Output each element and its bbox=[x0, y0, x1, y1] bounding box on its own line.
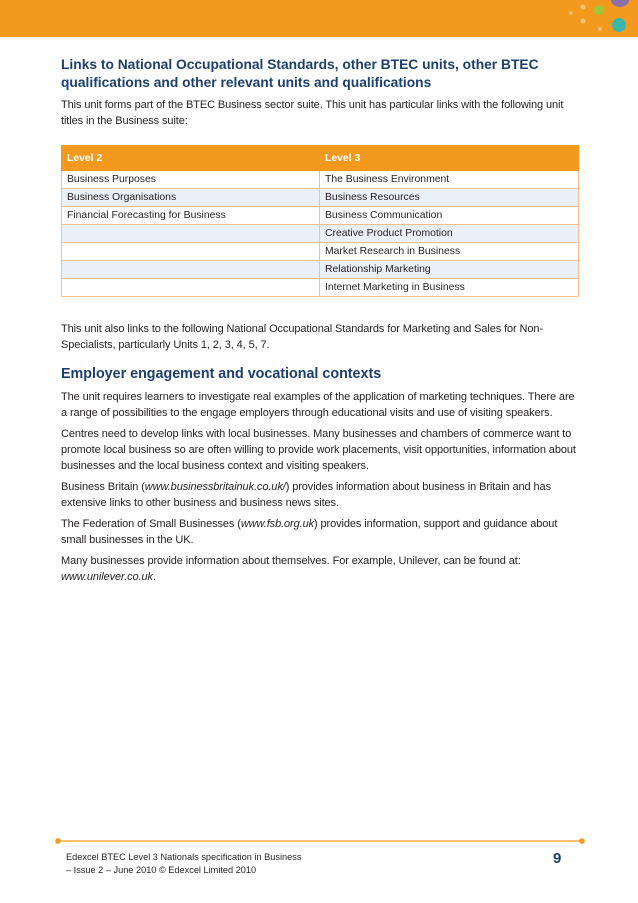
table-row bbox=[62, 261, 579, 279]
section-heading-links: Links to National Occupational Standards, other BTEC units, other BTEC qualifications and other relevant units and qualifications bbox=[61, 57, 539, 90]
section-heading-employer: Employer engagement and vocational contexts bbox=[61, 366, 382, 382]
table-row bbox=[62, 225, 579, 243]
column-header-level-2: Level 2 bbox=[62, 146, 320, 171]
footer-rule-left-dot bbox=[55, 838, 61, 844]
text-span: ) provides information, support and guidance about small businesses in the UK. bbox=[61, 518, 558, 546]
employer-paragraph-5 bbox=[61, 553, 579, 585]
footer-rule-right-dot bbox=[579, 838, 585, 844]
employer-paragraph-3 bbox=[61, 479, 579, 511]
table-cell: Relationship Marketing bbox=[320, 261, 579, 279]
dot-teal bbox=[612, 18, 626, 32]
column-header-level-3: Level 3 bbox=[320, 146, 579, 171]
employer-paragraph-1: The unit requires learners to investigate real examples of the application of marketing techniques. There are a range of possibilities to the engage employers through educational visits and use of visiting speakers. bbox=[61, 391, 575, 419]
table-row bbox=[62, 171, 579, 189]
table-cell: Business Resources bbox=[320, 189, 579, 207]
footer-line-1: Edexcel BTEC Level 3 Nationals specification in Business bbox=[66, 852, 302, 862]
text-span: Many businesses provide information about themselves. For example, Unilever, can be found at: bbox=[61, 555, 521, 567]
page-content bbox=[61, 56, 579, 590]
text-span: Business Britain ( bbox=[61, 481, 145, 493]
table-cell: Business Organisations bbox=[62, 189, 320, 207]
dot-light-4 bbox=[598, 27, 602, 31]
table-cell: Creative Product Promotion bbox=[320, 225, 579, 243]
footer-text bbox=[66, 851, 301, 876]
dot-light-3 bbox=[569, 11, 573, 15]
table-cell: Market Research in Business bbox=[320, 243, 579, 261]
nos-paragraph: This unit also links to the following National Occupational Standards for Marketing and Sales for Non-Specialists, particularly Units 1, 2, 3, 4, 5, 7. bbox=[61, 323, 544, 351]
page-number: 9 bbox=[553, 850, 562, 867]
table-cell bbox=[62, 261, 320, 279]
unilever-link[interactable]: www.unilever.co.uk bbox=[61, 571, 153, 583]
dot-green bbox=[594, 5, 604, 15]
fsb-link[interactable]: www.fsb.org.uk bbox=[240, 518, 315, 530]
table-cell: The Business Environment bbox=[320, 171, 579, 189]
intro-paragraph: This unit forms part of the BTEC Business sector suite. This unit has particular links with the following unit titles in the Business suite: bbox=[61, 99, 564, 127]
employer-paragraph-4 bbox=[61, 516, 579, 548]
employer-paragraph-2: Centres need to develop links with local businesses. Many businesses and chambers of commerce want to promote local business so are often willing to provide work placements, visit opportunities, information about businesses and the local business context and visiting speakers. bbox=[61, 428, 576, 472]
table-row bbox=[62, 207, 579, 225]
business-britain-link[interactable]: www.businessbritainuk.co.uk/ bbox=[144, 481, 286, 493]
table-cell: Financial Forecasting for Business bbox=[62, 207, 320, 225]
table-row bbox=[62, 279, 579, 297]
dot-light-1 bbox=[581, 5, 586, 10]
table-cell: Business Communication bbox=[320, 207, 579, 225]
table-cell: Internet Marketing in Business bbox=[320, 279, 579, 297]
dot-light-2 bbox=[581, 19, 586, 24]
table-cell bbox=[62, 279, 320, 297]
table-row bbox=[62, 243, 579, 261]
text-span: . bbox=[152, 571, 156, 583]
footer-rule bbox=[55, 836, 585, 846]
dot-purple bbox=[610, 0, 630, 7]
table-cell bbox=[62, 225, 320, 243]
text-span: The Federation of Small Businesses ( bbox=[61, 518, 241, 530]
decorative-dots bbox=[0, 0, 638, 40]
table-header-row bbox=[62, 146, 579, 171]
footer-line-2: – Issue 2 – June 2010 © Edexcel Limited 2010 bbox=[66, 864, 257, 875]
text-span: ) provides information about business in Britain and has extensive links to other business and business news sites. bbox=[61, 481, 551, 509]
table-cell bbox=[62, 243, 320, 261]
table-cell: Business Purposes bbox=[62, 171, 320, 189]
unit-links-table bbox=[61, 145, 579, 297]
table-row bbox=[62, 189, 579, 207]
